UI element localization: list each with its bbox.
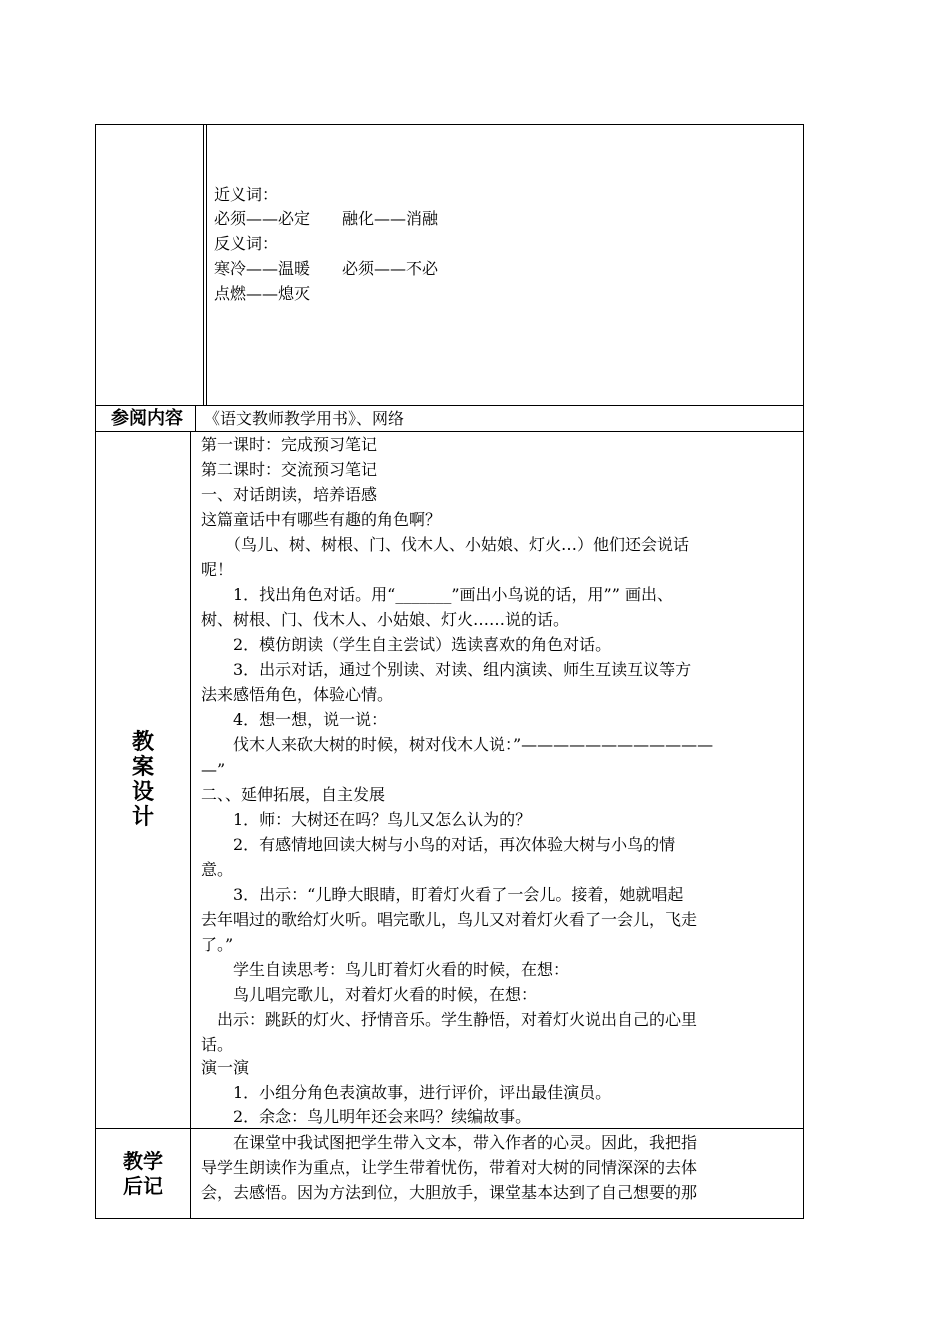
- text-line: 导学生朗读作为重点，让学生带着忧伤，带着对大树的同情深深的去体: [201, 1158, 698, 1177]
- text-line: 反义词：: [214, 234, 279, 253]
- row-divider-1: [95, 405, 804, 406]
- text-line: 伐木人来砍大树的时候，树对伐木人说：”————————————: [201, 735, 714, 754]
- text-line: 1．师：大树还在吗？鸟儿又怎么认为的？: [201, 810, 532, 829]
- row-divider-2: [95, 431, 804, 432]
- postscript-label: [96, 1149, 190, 1199]
- text-line: 寒冷——温暖 必须——不必: [214, 259, 439, 278]
- row-divider-3: [95, 1128, 804, 1129]
- text-line: 3．出示：“儿睁大眼睛，盯着灯火看了一会儿。接着，她就唱起: [201, 885, 684, 904]
- text-line: 1．找出角色对话。用“_______”画出小鸟说的话，用”” 画出、: [201, 585, 673, 604]
- text-line: 近义词：: [214, 185, 279, 204]
- col-divider-top-row: [203, 124, 204, 405]
- text-line: 3．出示对话，通过个别读、对读、组内演读、师生互读互议等方: [201, 660, 692, 679]
- label-line: 后记: [123, 1174, 163, 1198]
- table-top-border: [95, 124, 804, 125]
- text-line: 鸟儿唱完歌儿，对着灯火看的时候，在想：: [201, 985, 538, 1004]
- text-line: 2．模仿朗读（学生自主尝试）选读喜欢的角色对话。: [201, 635, 612, 654]
- text-line: 去年唱过的歌给灯火听。唱完歌儿，鸟儿又对着灯火看了一会儿，飞走: [201, 910, 698, 929]
- label-char: 案: [131, 755, 154, 780]
- text-line: 话。: [201, 1035, 234, 1054]
- text-line: 学生自读思考：鸟儿盯着灯火看的时候，在想：: [201, 960, 570, 979]
- reference-label: 参阅内容: [111, 408, 183, 429]
- label-char: 计: [131, 805, 154, 830]
- lesson-plan-label: [96, 730, 190, 830]
- table-left-border: [95, 124, 96, 1219]
- text-line: 一、对话朗读，培养语感: [201, 485, 378, 504]
- col-divider-reference-row: [195, 405, 196, 431]
- text-line: 点燃——熄灭: [214, 284, 311, 303]
- text-line: 2．余念：鸟儿明年还会来吗？续编故事。: [201, 1107, 532, 1126]
- text-line: 必须——必定 融化——消融: [214, 209, 439, 228]
- text-line: 这篇童话中有哪些有趣的角色啊？: [201, 510, 442, 529]
- text-line: 树、树根、门、伐木人、小姑娘、灯火……说的话。: [201, 610, 570, 629]
- text-line: 法来感悟角色，体验心情。: [201, 685, 394, 704]
- text-line: 1．小组分角色表演故事，进行评价，评出最佳演员。: [201, 1083, 612, 1102]
- table-bottom-border: [95, 1218, 804, 1219]
- text-line: 意。: [201, 860, 234, 879]
- label-line: 教学: [123, 1149, 163, 1173]
- text-line: —”: [201, 760, 226, 779]
- text-line: 二、、延伸拓展，自主发展: [201, 785, 386, 804]
- text-line: 出示：跳跃的灯火、抒情音乐。学生静悟，对着灯火说出自己的心里: [201, 1010, 698, 1029]
- reference-value: 《语文教师教学用书》、网络: [204, 409, 405, 428]
- text-line: 第二课时：交流预习笔记: [201, 460, 378, 479]
- table-right-border: [803, 124, 804, 1219]
- label-char: 设: [131, 780, 154, 805]
- text-line: 会，去感悟。因为方法到位，大胆放手，课堂基本达到了自己想要的那: [201, 1183, 698, 1202]
- col-divider-lower-rows: [190, 431, 191, 1218]
- text-line: （鸟儿、树、树根、门、伐木人、小姑娘、灯火…）他们还会说话: [201, 535, 690, 554]
- label-char: 教: [131, 730, 154, 755]
- col-divider-top-row-inner: [206, 124, 207, 405]
- text-line: 第一课时：完成预习笔记: [201, 435, 378, 454]
- text-line: 演一演: [201, 1058, 250, 1077]
- text-line: 2．有感情地回读大树与小鸟的对话，再次体验大树与小鸟的情: [201, 835, 676, 854]
- text-line: 在课堂中我试图把学生带入文本，带入作者的心灵。因此，我把指: [201, 1133, 698, 1152]
- text-line: 了。”: [201, 935, 234, 954]
- text-line: 4．想一想，说一说：: [201, 710, 388, 729]
- text-line: 呢！: [201, 560, 234, 579]
